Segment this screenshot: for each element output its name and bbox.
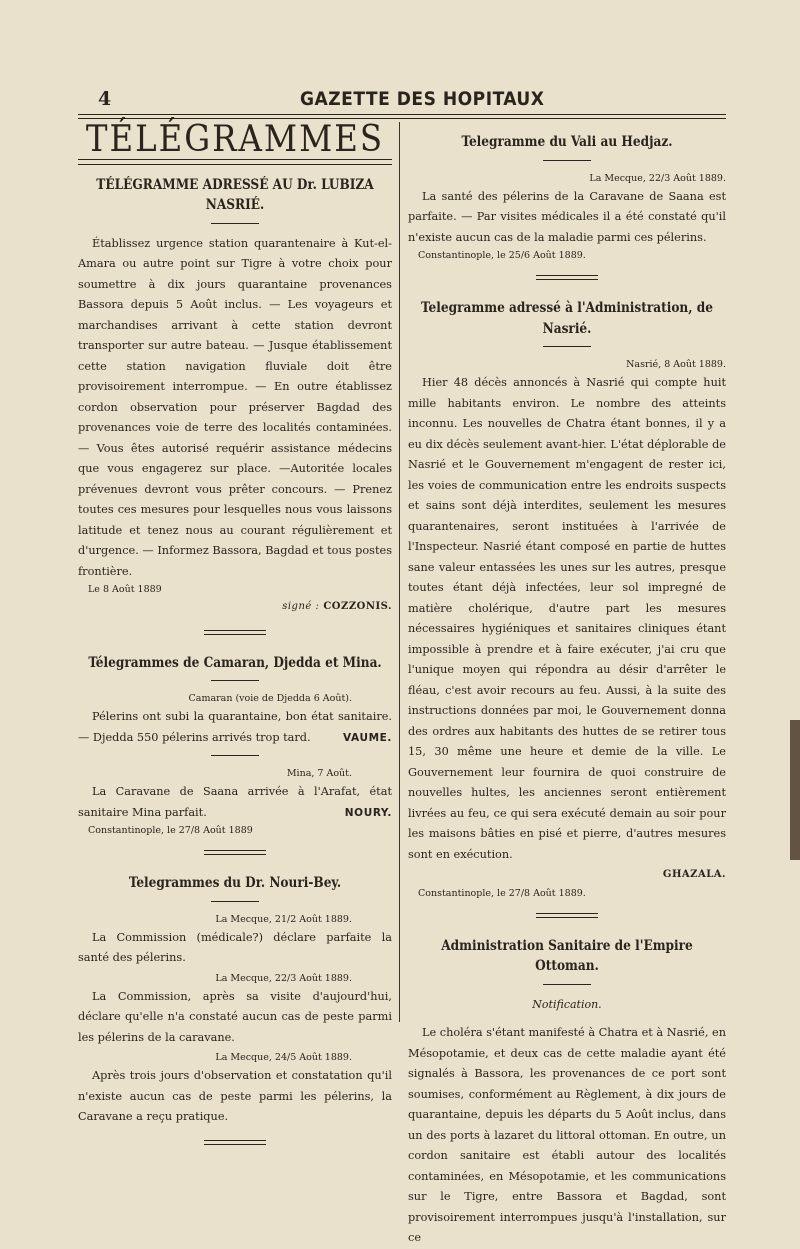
telegram-text-nouri-3: Après trois jours d'observation et constatation qu'il n'existe aucun cas de peste parmi les pélerins, la Caravane a reçu pratique.	[78, 1069, 392, 1123]
section-title-nasrie: Telegramme adressé à l'Administration, de Nasrié.	[421, 300, 713, 337]
signature-line-cozzonis	[78, 597, 392, 618]
left-column	[78, 119, 392, 1163]
telegram-body-lubiza: Établissez urgence station quarantenaire à Kut-el-Amara ou autre point sur Tigre à votre choix pour soumettre à dix jours quarantaine provenances Bassora depuis 5 Août inclus. — Les voyageurs et marchandises arrivant à cette station devront transporter sur autre bateau. — Jusque établissement cette station navigation fluviale doit être provisoirement interrompue. — En outre établissez cordon observation pour préserver Bagdad des provenances voie de terre des localités contaminées. — Vous êtes autorisé requérir assistance médecins que vous engagerez sur place. —Autoritée locales prévenues devront vous prêter concours. — Prenez toutes ces mesures pour lesquelles nous vous laissons latitude et tenez nous au courant régulièrement et d'urgence. — Informez Bassora, Bagdad et tous postes frontière.	[78, 236, 392, 578]
right-column	[408, 122, 726, 1249]
separator-rule	[204, 850, 266, 855]
section-title-camaran: Télegrammes de Camaran, Djedda et Mina.	[88, 654, 382, 671]
signature-vaume: VAUME.	[343, 731, 392, 744]
telegram-date-camaran: Constantinople, le 27/8 Août 1889	[88, 825, 253, 836]
separator-rule	[536, 913, 598, 918]
page-edge-stain	[790, 720, 800, 860]
telegram-date-lubiza: Le 8 Août 1889	[88, 584, 162, 595]
signature-noury: NOURY.	[344, 806, 392, 819]
section-title-vali: Telegramme du Vali au Hedjaz.	[461, 134, 673, 150]
column-divider	[399, 122, 400, 1022]
telegram-text-nouri-1: La Commission (médicale?) déclare parfaite la santé des pélerins.	[78, 930, 392, 964]
signature-cozzonis: COZZONIS.	[323, 601, 392, 612]
short-rule	[211, 901, 259, 902]
telegram-text-nouri-2: La Commission, après sa visite d'aujourd'hui, déclare qu'elle n'a constaté aucun cas de peste parmi les pélerins de la caravane.	[78, 989, 392, 1044]
notification-subtitle: Notification.	[532, 997, 602, 1011]
place-mina: Mina, 7 Août.	[286, 768, 352, 779]
telegram-text-mina-body: La Caravane de Saana arrivée à l'Arafat, état sanitaire Mina parfait.	[78, 785, 392, 819]
main-title: TÉLÉGRAMMES	[85, 119, 385, 160]
short-rule	[211, 223, 259, 224]
section-title-nouri-bey: Telegrammes du Dr. Nouri-Bey.	[128, 875, 342, 891]
short-rule	[543, 346, 591, 347]
telegram-text-nasrie: Hier 48 décès annoncés à Nasrié qui compte huit mille habitants environ. Le nombre des atteints inconnu. Les nouvelles de Chatra étant bonnes, il y a eu dix décès seulement avant-hier. L'état déplorable de Nasrié et le Gouvernement m'engagent de rester ici, les voies de communication entre les endroits suspects et sains sont déjà interdites, seulement les mesures quarantenaires, seront instituées à l'arrivée de l'Inspecteur. Nasrié étant composé en partie de huttes sane valeur entassées les unes sur les autres, presque toutes étant déjà infectées, leur sol impregné de matière cholérique, d'autre part les mesures nécessaires hygiéniques et sanitaires cliniques étant impossible à prendre et à faire exécuter, j'ai cru que l'unique moyen qui répondra au désir d'arrêter le fléau, c'est avoir recours au feu. Aussi, à la suite des instructions données par moi, le Gouvernement donna des ordres aux habitants des huttes de se retirer tous 15, 30 même une heure et demie de la ville. Le Gouvernement leur fournira de quoi construire de nouvelles hultes, les anciennes seront entièrement livrées au feu, ce qui sera exécuté demain au soir pour les maisons bâties en pisé et pierre, d'autres mesures sont en exécution.	[408, 376, 726, 861]
place-nasrie: Nasrié, 8 Août 1889.	[626, 359, 726, 370]
short-rule	[211, 680, 259, 681]
section-title-administration: Administration Sanitaire de l'Empire Ottoman.	[441, 937, 693, 974]
separator-rule	[204, 630, 266, 635]
separator-rule	[204, 1140, 266, 1145]
separator-rule	[536, 275, 598, 280]
short-rule	[543, 160, 591, 161]
signature-ghazala: GHAZALA.	[662, 869, 726, 880]
short-rule	[543, 984, 591, 985]
short-rule	[211, 755, 259, 756]
notification-text: Le choléra s'étant manifesté à Chatra et à Nasrié, en Mésopotamie, et deux cas de cette maladie ayant été signalés à Bassora, les provenances de ce port sont soumises, conformément au Règlement, à dix jours de quarantaine, depuis les départs du 5 Août inclus, dans un des ports à lazaret du littoral ottoman. En outre, un cordon sanitaire est établi autour des localités contaminées, en Mésopotamie, et les communications sur le Tigre, entre Bassora et Bagdad, sont provisoirement interrompues jusqu'à l'installation, sur ce	[408, 1026, 726, 1244]
telegram-text-camaran-body: Pélerins ont subi la quarantaine, bon état sanitaire. — Djedda 550 pélerins arrivés trop tard.	[78, 710, 392, 744]
telegram-text-mina	[78, 782, 392, 823]
telegram-text-camaran	[78, 707, 392, 748]
telegram-text-vali: La santé des pélerins de la Caravane de Saana est parfaite. — Par visites médicales il a été constaté qu'il n'existe aucun cas de la maladie parmi ces pélerins.	[408, 189, 726, 244]
signe-label: signé :	[282, 601, 320, 612]
section-title-lubiza: TÉLÉGRAMME ADRESSÉ AU Dr. LUBIZA NASRIÉ.	[96, 176, 374, 213]
place-vali: La Mecque, 22/3 Août 1889.	[589, 172, 726, 184]
place-mecque-2: La Mecque, 22/3 Août 1889.	[215, 972, 352, 984]
telegram-date-nasrie: Constantinople, le 27/8 Août 1889.	[418, 887, 586, 899]
running-title: GAZETTE DES HOPITAUX	[300, 88, 545, 110]
place-mecque-1: La Mecque, 21/2 Août 1889.	[215, 913, 352, 925]
page-number: 4	[98, 88, 112, 110]
telegram-date-vali: Constantinople, le 25/6 Août 1889.	[418, 250, 586, 261]
place-mecque-3: La Mecque, 24/5 Août 1889.	[215, 1052, 352, 1063]
header-rule	[78, 114, 726, 115]
place-camaran: Camaran (voie de Djedda 6 Août).	[188, 693, 352, 704]
